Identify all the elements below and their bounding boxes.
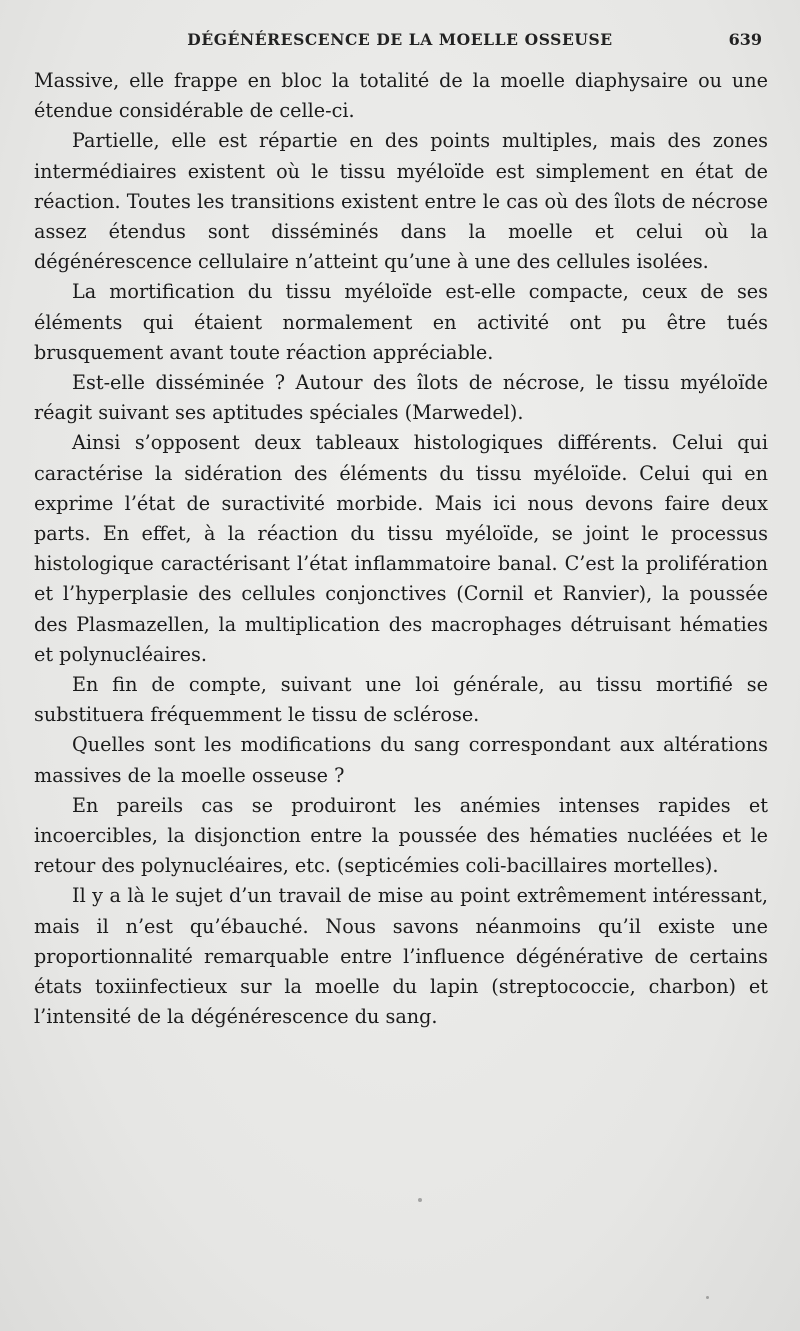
page-number: 639 bbox=[728, 30, 762, 49]
paragraph-tableaux: Ainsi s’opposent deux tableaux histologiques différents. Celui qui caractérise la sidération des éléments du tissu myéloïde. Celui qui en exprime l’état de suractivité morbide. Mais ici nous devons faire deux parts. En effet, à la réaction du tissu myéloïde, se joint le processus histologique caractérisant l’état inflammatoire banal. C’est la prolifération et l’hyperplasie des cellules conjonctives (Cornil et Ranvier), la poussée des Plasmazellen, la multiplication des macrophages détruisant hématies et polynucléaires. bbox=[34, 431, 768, 666]
page-body bbox=[34, 66, 768, 1033]
page-header bbox=[0, 30, 800, 56]
paragraph-massive: Massive, elle frappe en bloc la totalité de la moelle diaphysaire ou une étendue considérable de celle-ci. bbox=[34, 69, 768, 123]
paragraph-partielle: Partielle, elle est répartie en des points multiples, mais des zones intermédiaires existent où le tissu myéloïde est simplement en état de réaction. Toutes les transitions existent entre le cas où des îlots de nécrose assez étendus sont disséminés dans la moelle et celui où la dégénérescence cellulaire n’atteint qu’une à une des cellules isolées. bbox=[34, 129, 768, 274]
ink-speck bbox=[706, 1296, 709, 1299]
paragraph-mortification: La mortification du tissu myéloïde est-elle compacte, ceux de ses éléments qui étaient normalement en activité ont pu être tués brusquement avant toute réaction appréciable. bbox=[34, 280, 768, 364]
running-title: DÉGÉNÉRESCENCE DE LA MOELLE OSSEUSE bbox=[187, 30, 613, 49]
ink-speck bbox=[418, 1198, 422, 1202]
paragraph-question: Quelles sont les modifications du sang correspondant aux altérations massives de la moelle osseuse ? bbox=[34, 733, 768, 787]
paragraph-fin-de-compte: En fin de compte, suivant une loi générale, au tissu mortifié se substituera fréquemment le tissu de sclérose. bbox=[34, 673, 768, 727]
paragraph-disseminee: Est-elle disséminée ? Autour des îlots de nécrose, le tissu myéloïde réagit suivant ses aptitudes spéciales (Marwedel). bbox=[34, 371, 768, 425]
paragraph-anemies: En pareils cas se produiront les anémies intenses rapides et incoercibles, la disjonction entre la poussée des hématies nucléées et le retour des polynucléaires, etc. (septicémies coli-bacillaires mortelles). bbox=[34, 793, 768, 878]
paragraph-travail: Il y a là le sujet d’un travail de mise au point extrêmement intéressant, mais il n’est qu’ébauché. Nous savons néanmoins qu’il existe une proportionnalité remarquable entre l’influence dégénérative de certains états toxiinfectieux sur la moelle du lapin (streptococcie, charbon) et l’intensité de la dégénérescence du sang. bbox=[34, 884, 768, 1029]
